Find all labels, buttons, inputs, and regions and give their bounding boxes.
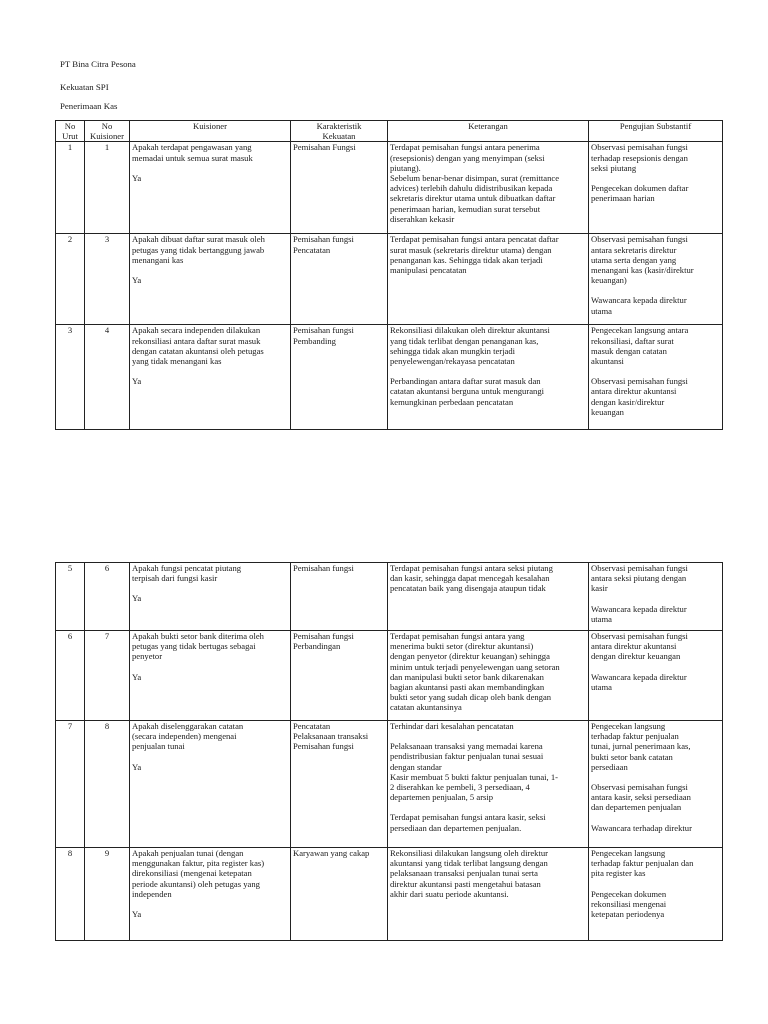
cell-karakteristik: Karyawan yang cakap xyxy=(291,848,388,941)
subsection-title: Penerimaan Kas xyxy=(60,101,118,111)
cell-no-kuisioner: 1 xyxy=(85,142,130,234)
cell-karakteristik: Pemisahan fungsi Perbandingan xyxy=(291,631,388,721)
cell-keterangan: Terdapat pemisahan fungsi antara pencatat daftar surat masuk (sekretaris direktur utama) dengan penanganan kas. Sehingga tidak akan terjadi manipulasi pencatatan xyxy=(388,234,589,325)
cell-no-kuisioner: 9 xyxy=(85,848,130,941)
header-kuisioner: Kuisioner xyxy=(130,121,291,142)
cell-keterangan: Rekonsiliasi dilakukan langsung oleh direktur akuntansi yang tidak terlibat langsung dengan pelaksanaan transaksi penjualan tunai serta direktur akuntansi pasti mengetahui batasan akhir dari suatu periode akuntansi. xyxy=(388,848,589,941)
cell-keterangan: Terdapat pemisahan fungsi antara penerima (resepsionis) dengan yang menyimpan (seksi piutang). Sebelum benar-benar disimpan, surat (remittance advices) terlebih dahulu didistribusikan kepada sekretaris direktur utama untuk dibuatkan daftar penerimaan harian, kemudian surat tersebut diserahkan kekasir xyxy=(388,142,589,234)
cell-kuisioner xyxy=(130,563,291,631)
question-text: Apakah penjualan tunai (dengan menggunakan faktur, pita register kas) direkonsiliasi (mengenai ketepatan periode akuntansi) oleh petugas yang independen xyxy=(132,848,265,899)
cell-karakteristik: Pemisahan fungsi xyxy=(291,563,388,631)
cell-no-urut: 8 xyxy=(56,848,85,941)
table-row xyxy=(56,325,723,430)
cell-keterangan: Terdapat pemisahan fungsi antara seksi piutang dan kasir, sehingga dapat mencegah kesalahan pencatatan baik yang disengaja ataupun tidak xyxy=(388,563,589,631)
answer-text: Ya xyxy=(132,671,142,682)
cell-kuisioner xyxy=(130,848,291,941)
cell-no-kuisioner: 6 xyxy=(85,563,130,631)
cell-karakteristik: Pemisahan Fungsi xyxy=(291,142,388,234)
question-text: Apakah dibuat daftar surat masuk oleh petugas yang tidak bertanggung jawab menangani kas xyxy=(132,234,265,265)
answer-text: Ya xyxy=(132,593,142,604)
cell-keterangan: Terhindar dari kesalahan pencatatan Pelaksanaan transaksi yang memadai karena pendistribusian faktur penjualan tunai sesuai dengan standar Kasir membuat 5 bukti faktur penjualan tunai, 1- 2 diserahkan ke pembeli, 3 persediaan, 4 departemen penjualan, 5 arsip Terdapat pemisahan fungsi antara kasir, seksi persediaan dan departemen penjualan. xyxy=(388,721,589,848)
answer-text: Ya xyxy=(132,909,142,920)
cell-kuisioner xyxy=(130,721,291,848)
question-text: Apakah diselenggarakan catatan (secara independen) mengenai penjualan tunai xyxy=(132,721,244,752)
table-header-row xyxy=(56,121,723,142)
cell-no-urut: 5 xyxy=(56,563,85,631)
control-strength-table-2 xyxy=(55,562,723,941)
question-text: Apakah terdapat pengawasan yang memadai untuk semua surat masuk xyxy=(132,142,253,163)
cell-pengujian: Observasi pemisahan fungsi terhadap resepsionis dengan seksi piutang Pengecekan dokumen daftar penerimaan harian xyxy=(589,142,723,234)
table-row xyxy=(56,142,723,234)
cell-pengujian: Pengecekan langsung terhadap faktur penjualan dan pita register kas Pengecekan dokumen rekonsiliasi mengenai ketepatan periodenya xyxy=(589,848,723,941)
cell-no-kuisioner: 4 xyxy=(85,325,130,430)
header-pengujian: Pengujian Substantif xyxy=(589,121,723,142)
answer-text: Ya xyxy=(132,275,142,286)
cell-karakteristik: Pencatatan Pelaksanaan transaksi Pemisahan fungsi xyxy=(291,721,388,848)
table-row xyxy=(56,631,723,721)
cell-pengujian: Observasi pemisahan fungsi antara direktur akuntansi dengan direktur keuangan Wawancara kepada direktur utama xyxy=(589,631,723,721)
cell-no-urut: 7 xyxy=(56,721,85,848)
cell-no-urut: 1 xyxy=(56,142,85,234)
company-name: PT Bina Citra Pesona xyxy=(60,59,136,69)
cell-no-urut: 6 xyxy=(56,631,85,721)
table-row xyxy=(56,848,723,941)
question-text: Apakah fungsi pencatat piutang terpisah dari fungsi kasir xyxy=(132,563,242,584)
table-row xyxy=(56,563,723,631)
cell-karakteristik: Pemisahan fungsi Pencatatan xyxy=(291,234,388,325)
cell-karakteristik: Pemisahan fungsi Pembanding xyxy=(291,325,388,430)
cell-kuisioner xyxy=(130,142,291,234)
table-row xyxy=(56,721,723,848)
section-title: Kekuatan SPI xyxy=(60,82,109,92)
cell-no-urut: 2 xyxy=(56,234,85,325)
cell-no-kuisioner: 7 xyxy=(85,631,130,721)
cell-pengujian: Pengecekan langsung terhadap faktur penjualan tunai, jurnal penerimaan kas, bukti setor bank catatan persediaan Observasi pemisahan fungsi antara kasir, seksi persediaan dan departemen penjualan Wawancara terhadap direktur xyxy=(589,721,723,848)
question-text: Apakah bukti setor bank diterima oleh petugas yang tidak bertugas sebagai penyetor xyxy=(132,631,264,662)
question-text: Apakah secara independen dilakukan rekonsiliasi antara daftar surat masuk dengan catatan akuntansi oleh petugas yang tidak menangani kas xyxy=(132,325,264,367)
cell-kuisioner xyxy=(130,631,291,721)
header-no-urut: No Urut xyxy=(56,121,85,142)
cell-pengujian: Pengecekan langsung antara rekonsiliasi, daftar surat masuk dengan catatan akuntansi Observasi pemisahan fungsi antara direktur akuntansi dengan kasir/direktur keuangan xyxy=(589,325,723,430)
cell-pengujian: Observasi pemisahan fungsi antara seksi piutang dengan kasir Wawancara kepada direktur utama xyxy=(589,563,723,631)
cell-kuisioner xyxy=(130,234,291,325)
control-strength-table-1 xyxy=(55,120,723,430)
answer-text: Ya xyxy=(132,376,142,387)
cell-no-urut: 3 xyxy=(56,325,85,430)
header-no-kuisioner: No Kuisioner xyxy=(85,121,130,142)
cell-no-kuisioner: 3 xyxy=(85,234,130,325)
cell-kuisioner xyxy=(130,325,291,430)
table-row xyxy=(56,234,723,325)
cell-keterangan: Terdapat pemisahan fungsi antara yang menerima bukti setor (direktur akuntansi) dengan penyetor (direktur keuangan) sehingga minim untuk terjadi penyelewengan uang setoran dan manipulasi bukti setor bank dikarenakan bagian akuntansi pasti akan membandingkan bukti setor yang sudah dicap oleh bank dengan catatan akuntansinya xyxy=(388,631,589,721)
header-karakteristik: Karakteristik Kekuatan xyxy=(291,121,388,142)
answer-text: Ya xyxy=(132,761,142,772)
cell-keterangan: Rekonsiliasi dilakukan oleh direktur akuntansi yang tidak terlibat dengan penanganan kas, sehingga tidak akan mungkin terjadi penyelewengan/rekayasa pencatatan Perbandingan antara daftar surat masuk dan catatan akuntansi berguna untuk mengurangi kemungkinan perbedaan pencatatan xyxy=(388,325,589,430)
answer-text: Ya xyxy=(132,172,142,183)
cell-pengujian: Observasi pemisahan fungsi antara sekretaris direktur utama serta dengan yang menangani kas (kasir/direktur keuangan) Wawancara kepada direktur utama xyxy=(589,234,723,325)
header-keterangan: Keterangan xyxy=(388,121,589,142)
cell-no-kuisioner: 8 xyxy=(85,721,130,848)
